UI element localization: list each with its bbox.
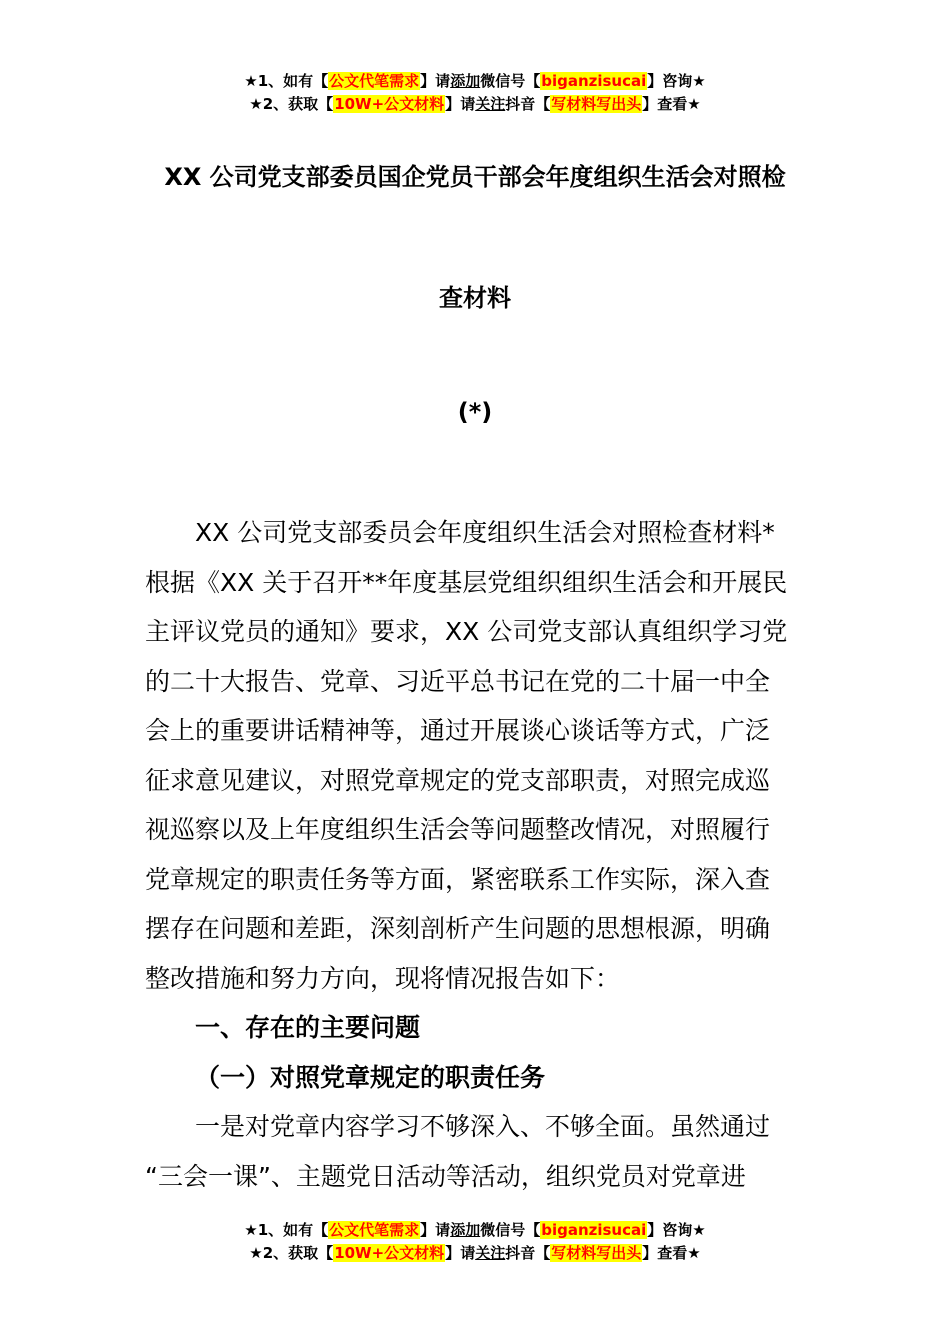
notice-text: ★1、如有【	[244, 72, 329, 90]
section-heading-2: （一）对照党章规定的职责任务	[195, 1062, 546, 1092]
notice-line-2	[0, 93, 950, 116]
notice-text: 微信号【	[480, 1221, 541, 1239]
notice-text: 】咨询★	[647, 72, 706, 90]
notice-line-1	[0, 70, 950, 93]
document-body	[145, 508, 805, 1201]
highlight-wechat-id: biganzisucai	[541, 1221, 647, 1239]
notice-text: 微信号【	[480, 72, 541, 90]
highlight-service: 公文代笔需求	[329, 1221, 420, 1239]
body-line: 摆存在问题和差距，深刻剖析产生问题的思想根源，明确	[145, 914, 771, 943]
document-title-line-1: XX 公司党支部委员国企党员干部会年度组织生活会对照检	[164, 163, 786, 191]
notice-text: ★2、获取【	[249, 1244, 334, 1262]
notice-text: 】查看★	[642, 1244, 701, 1262]
notice-text: 抖音【	[505, 1244, 551, 1262]
underlined-text: 添加	[450, 72, 481, 90]
highlight-materials: 10W+公文材料	[334, 95, 445, 113]
notice-text: 】请	[420, 72, 451, 90]
underlined-text: 关注	[475, 95, 506, 113]
top-notice	[0, 70, 950, 116]
body-line: 视巡察以及上年度组织生活会等问题整改情况，对照履行	[145, 815, 771, 844]
section-heading-1: 一、存在的主要问题	[195, 1013, 421, 1042]
body-line: 主评议党员的通知》要求，XX 公司党支部认真组织学习党	[145, 617, 788, 646]
notice-text: 】咨询★	[647, 1221, 706, 1239]
highlight-service: 公文代笔需求	[329, 72, 420, 90]
highlight-materials: 10W+公文材料	[334, 1244, 445, 1262]
notice-text: 】请	[445, 95, 476, 113]
notice-text: 】请	[420, 1221, 451, 1239]
body-line: “三会一课”、主题党日活动等活动，组织党员对党章进	[145, 1161, 746, 1191]
notice-text: ★2、获取【	[249, 95, 334, 113]
body-line: XX 公司党支部委员会年度组织生活会对照检查材料*	[195, 518, 775, 547]
highlight-douyin: 写材料写出头	[551, 95, 642, 113]
document-title-line-2: 查材料	[439, 284, 511, 312]
bottom-notice	[0, 1219, 950, 1265]
body-line: 根据《XX 关于召开**年度基层党组织组织生活会和开展民	[145, 567, 788, 597]
notice-text: 】请	[445, 1244, 476, 1262]
notice-text: ★1、如有【	[244, 1221, 329, 1239]
underlined-text: 关注	[475, 1244, 506, 1262]
notice-line-1	[0, 1219, 950, 1242]
body-line: 一是对党章内容学习不够深入、不够全面。虽然通过	[195, 1112, 771, 1141]
body-line: 的二十大报告、党章、习近平总书记在党的二十届一中全	[145, 666, 771, 696]
notice-text: 】查看★	[642, 95, 701, 113]
highlight-douyin: 写材料写出头	[551, 1244, 642, 1262]
notice-text: 抖音【	[505, 95, 551, 113]
notice-line-2	[0, 1242, 950, 1265]
highlight-wechat-id: biganzisucai	[541, 72, 647, 90]
body-line: 征求意见建议，对照党章规定的党支部职责，对照完成巡	[145, 765, 771, 795]
underlined-text: 添加	[450, 1221, 481, 1239]
body-line: 党章规定的职责任务等方面，紧密联系工作实际，深入查	[145, 864, 771, 894]
document-subtitle: (*)	[457, 398, 493, 426]
body-line: 会上的重要讲话精神等，通过开展谈心谈话等方式，广泛	[145, 716, 771, 745]
body-line: 整改措施和努力方向，现将情况报告如下：	[145, 963, 621, 993]
